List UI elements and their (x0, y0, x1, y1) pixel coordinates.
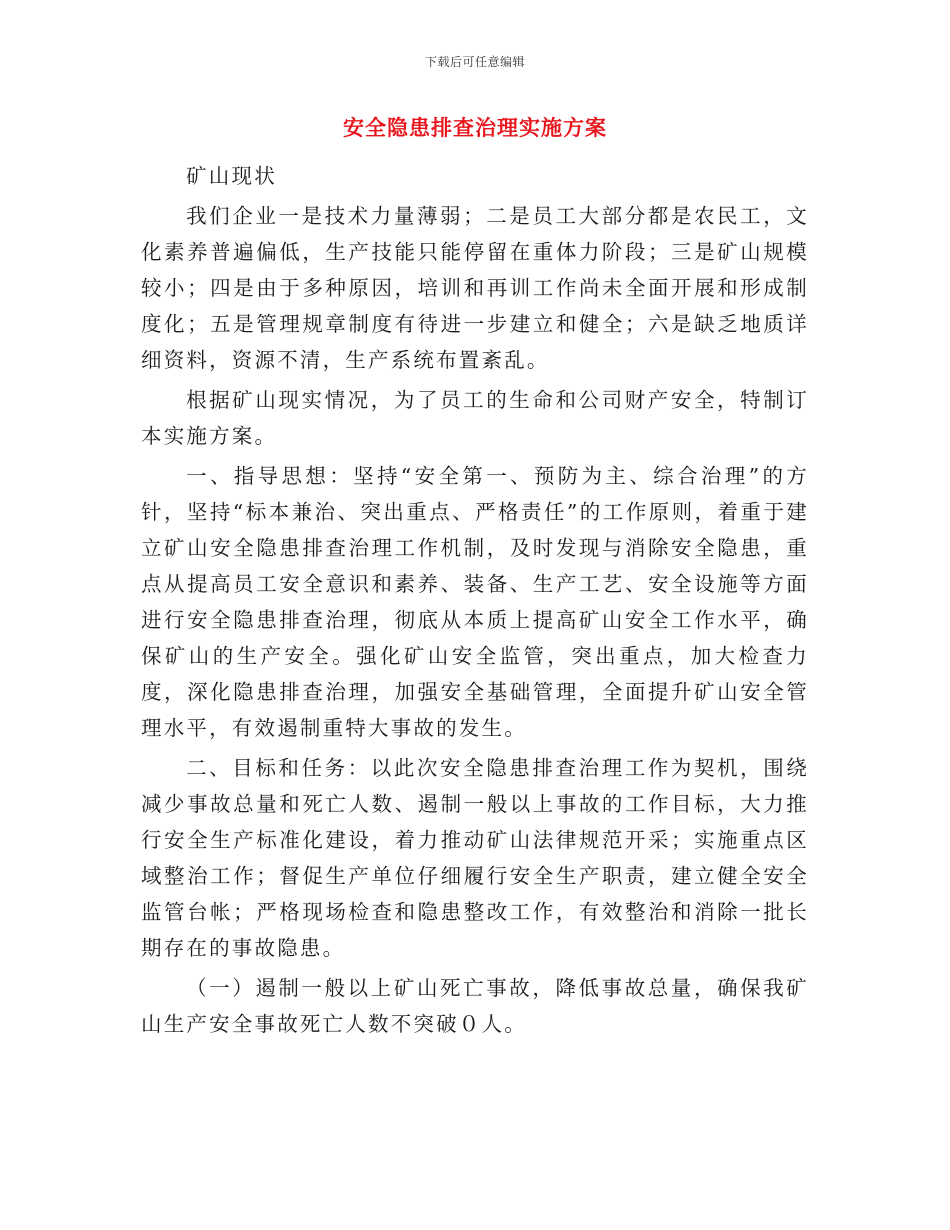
document-body (141, 158, 809, 1042)
paragraph: 二、目标和任务：以此次安全隐患排查治理工作为契机，围绕减少事故总量和死亡人数、遏制一般以上事故的工作目标，大力推行安全生产标准化建设，着力推动矿山法律规范开采；实施重点区域整治工作；督促生产单位仔细履行安全生产职责，建立健全安全监管台帐；严格现场检查和隐患整改工作，有效整治和消除一批长期存在的事故隐患。 (141, 756, 809, 960)
paragraph: 根据矿山现实情况，为了员工的生命和公司财产安全，特制订本实施方案。 (141, 388, 809, 448)
paragraph: （一）遏制一般以上矿山死亡事故，降低事故总量，确保我矿山生产安全事故死亡人数不突破０人。 (141, 976, 809, 1036)
document-title: 安全隐患排查治理实施方案 (343, 115, 607, 140)
header-note: 下载后可任意编辑 (424, 55, 525, 69)
paragraph-section-heading: 矿山现状 (186, 164, 277, 188)
paragraph: 我们企业一是技术力量薄弱；二是员工大部分都是农民工，文化素养普遍偏低，生产技能只能停留在重体力阶段；三是矿山规模较小；四是由于多种原因，培训和再训工作尚未全面开展和形成制度化；五是管理规章制度有待进一步建立和健全；六是缺乏地质详细资料，资源不清，生产系统布置紊乱。 (141, 204, 809, 372)
paragraph: 一、指导思想：坚持“安全第一、预防为主、综合治理”的方针，坚持“标本兼治、突出重点、严格责任”的工作原则，着重于建立矿山安全隐患排查治理工作机制，及时发现与消除安全隐患，重点从提高员工安全意识和素养、装备、生产工艺、安全设施等方面进行安全隐患排查治理，彻底从本质上提高矿山安全工作水平，确保矿山的生产安全。强化矿山安全监管，突出重点，加大检查力度，深化隐患排查治理，加强安全基础管理，全面提升矿山安全管理水平，有效遏制重特大事故的发生。 (141, 464, 809, 740)
